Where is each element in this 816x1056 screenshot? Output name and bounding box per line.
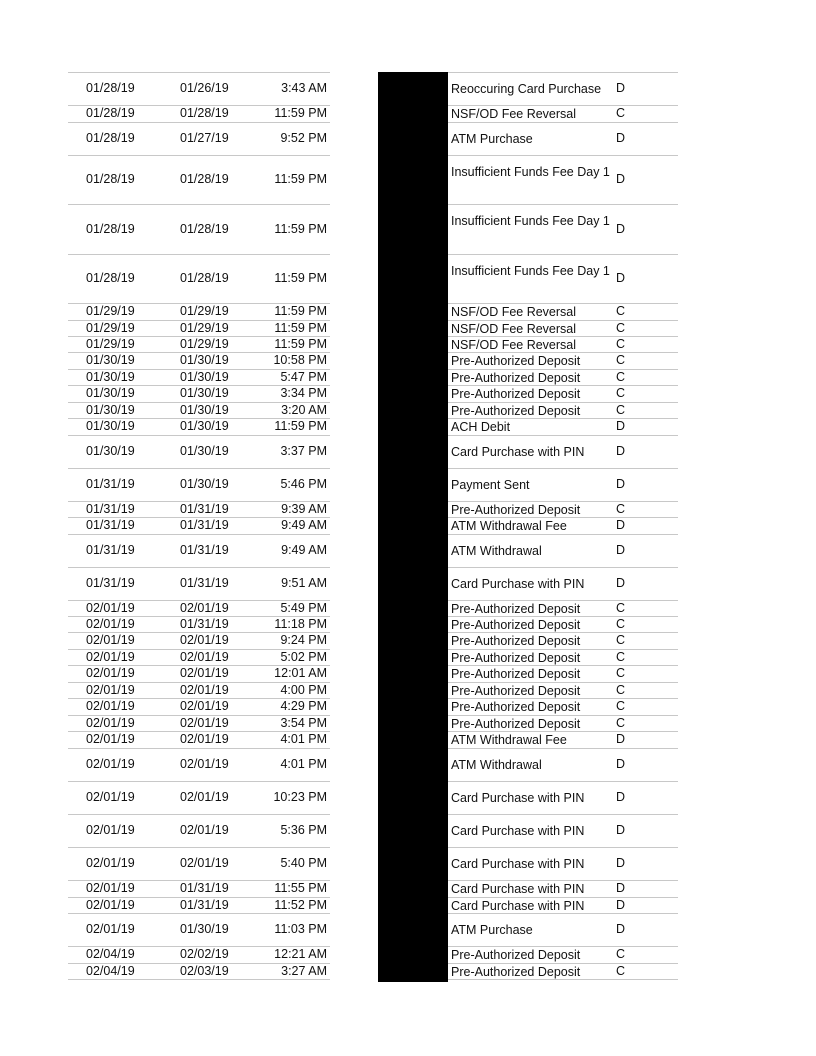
post-date-cell: 01/30/19 — [86, 419, 135, 433]
description-cell: NSF/OD Fee Reversal — [451, 107, 577, 121]
transaction-date-cell: 02/01/19 — [180, 716, 229, 730]
transaction-date-cell: 02/02/19 — [180, 947, 229, 961]
debit-credit-cell: D — [616, 898, 626, 912]
description-cell: ACH Debit — [451, 420, 511, 434]
debit-credit-cell: D — [616, 543, 626, 557]
debit-credit-cell: D — [616, 518, 626, 532]
transaction-time-cell: 4:01 PM — [280, 757, 327, 771]
debit-credit-cell: D — [616, 477, 626, 491]
post-date-cell: 01/30/19 — [86, 403, 135, 417]
transaction-time-cell: 3:37 PM — [280, 444, 327, 458]
debit-credit-cell: D — [616, 856, 626, 870]
debit-credit-cell: D — [616, 823, 626, 837]
description-cell: Pre-Authorized Deposit — [451, 618, 581, 632]
debit-credit-cell: C — [616, 403, 626, 417]
transaction-date-cell: 01/27/19 — [180, 131, 229, 145]
transaction-date-cell: 01/30/19 — [180, 386, 229, 400]
post-date-cell: 01/30/19 — [86, 386, 135, 400]
transaction-date-cell: 01/31/19 — [180, 881, 229, 895]
transaction-date-cell: 01/30/19 — [180, 419, 229, 433]
transaction-date-cell: 01/31/19 — [180, 576, 229, 590]
description-cell: Pre-Authorized Deposit — [451, 684, 581, 698]
transaction-date-cell: 01/28/19 — [180, 222, 229, 236]
post-date-cell: 02/01/19 — [86, 650, 135, 664]
transaction-time-cell: 5:02 PM — [280, 650, 327, 664]
post-date-cell: 01/31/19 — [86, 477, 135, 491]
debit-credit-cell: C — [616, 683, 626, 697]
debit-credit-cell: D — [616, 881, 626, 895]
transaction-time-cell: 3:54 PM — [280, 716, 327, 730]
transaction-date-cell: 01/28/19 — [180, 172, 229, 186]
transaction-time-cell: 11:59 PM — [274, 222, 327, 236]
post-date-cell: 02/01/19 — [86, 757, 135, 771]
transaction-date-cell: 01/30/19 — [180, 444, 229, 458]
description-cell: Pre-Authorized Deposit — [451, 651, 581, 665]
debit-credit-cell: D — [616, 757, 626, 771]
post-date-cell: 02/04/19 — [86, 947, 135, 961]
post-date-cell: 02/01/19 — [86, 922, 135, 936]
debit-credit-cell: D — [616, 271, 626, 285]
transaction-date-cell: 02/01/19 — [180, 732, 229, 746]
description-cell: Pre-Authorized Deposit — [451, 717, 581, 731]
debit-credit-cell: C — [616, 617, 626, 631]
debit-credit-cell: D — [616, 732, 626, 746]
transaction-date-cell: 01/30/19 — [180, 353, 229, 367]
transaction-time-cell: 9:49 AM — [281, 518, 327, 532]
description-cell: Card Purchase with PIN — [451, 445, 585, 459]
post-date-cell: 02/01/19 — [86, 699, 135, 713]
transaction-date-cell: 02/01/19 — [180, 856, 229, 870]
transaction-date-cell: 02/01/19 — [180, 790, 229, 804]
transaction-date-cell: 02/01/19 — [180, 650, 229, 664]
debit-credit-cell: C — [616, 666, 626, 680]
transaction-time-cell: 11:59 PM — [274, 321, 327, 335]
transaction-time-cell: 11:52 PM — [274, 898, 327, 912]
post-date-cell: 02/01/19 — [86, 856, 135, 870]
transaction-time-cell: 11:59 PM — [274, 172, 327, 186]
transaction-date-cell: 02/01/19 — [180, 633, 229, 647]
description-cell: Card Purchase with PIN — [451, 882, 585, 896]
description-cell: ATM Withdrawal Fee — [451, 733, 567, 747]
debit-credit-cell: D — [616, 444, 626, 458]
post-date-cell: 01/28/19 — [86, 106, 135, 120]
description-cell: Payment Sent — [451, 478, 530, 492]
transaction-date-cell: 01/26/19 — [180, 81, 229, 95]
debit-credit-cell: C — [616, 502, 626, 516]
debit-credit-cell: C — [616, 304, 626, 318]
description-cell: Pre-Authorized Deposit — [451, 700, 581, 714]
transaction-time-cell: 11:59 PM — [274, 304, 327, 318]
debit-credit-cell: C — [616, 964, 626, 978]
transaction-time-cell: 11:59 PM — [274, 419, 327, 433]
transaction-time-cell: 3:34 PM — [280, 386, 327, 400]
description-cell: Pre-Authorized Deposit — [451, 404, 581, 418]
post-date-cell: 01/28/19 — [86, 131, 135, 145]
debit-credit-cell: C — [616, 947, 626, 961]
debit-credit-cell: D — [616, 419, 626, 433]
description-cell: Insufficient Funds Fee Day 1 — [451, 264, 610, 278]
redaction-bar — [378, 72, 448, 982]
post-date-cell: 02/01/19 — [86, 898, 135, 912]
description-cell: Card Purchase with PIN — [451, 899, 585, 913]
post-date-cell: 02/01/19 — [86, 617, 135, 631]
transaction-time-cell: 10:58 PM — [273, 353, 327, 367]
transaction-time-cell: 5:46 PM — [280, 477, 327, 491]
debit-credit-cell: C — [616, 601, 626, 615]
post-date-cell: 02/01/19 — [86, 683, 135, 697]
transaction-time-cell: 3:20 AM — [281, 403, 327, 417]
transaction-time-cell: 5:47 PM — [280, 370, 327, 384]
description-cell: Pre-Authorized Deposit — [451, 354, 581, 368]
post-date-cell: 02/01/19 — [86, 790, 135, 804]
transaction-time-cell: 11:55 PM — [274, 881, 327, 895]
post-date-cell: 01/28/19 — [86, 271, 135, 285]
transaction-time-cell: 9:24 PM — [280, 633, 327, 647]
post-date-cell: 02/04/19 — [86, 964, 135, 978]
description-cell: Card Purchase with PIN — [451, 824, 585, 838]
post-date-cell: 01/31/19 — [86, 543, 135, 557]
post-date-cell: 02/01/19 — [86, 732, 135, 746]
transaction-time-cell: 12:01 AM — [274, 666, 327, 680]
transaction-date-cell: 01/29/19 — [180, 321, 229, 335]
row-divider — [448, 979, 678, 980]
post-date-cell: 01/29/19 — [86, 337, 135, 351]
description-cell: Insufficient Funds Fee Day 1 — [451, 214, 610, 228]
description-cell: Card Purchase with PIN — [451, 577, 585, 591]
post-date-cell: 01/28/19 — [86, 172, 135, 186]
transaction-date-cell: 01/31/19 — [180, 518, 229, 532]
transaction-date-cell: 02/01/19 — [180, 757, 229, 771]
post-date-cell: 01/29/19 — [86, 304, 135, 318]
description-cell: ATM Purchase — [451, 132, 533, 146]
post-date-cell: 02/01/19 — [86, 716, 135, 730]
description-cell: Pre-Authorized Deposit — [451, 667, 581, 681]
transaction-time-cell: 5:40 PM — [280, 856, 327, 870]
debit-credit-cell: C — [616, 633, 626, 647]
debit-credit-cell: C — [616, 699, 626, 713]
transaction-date-cell: 02/01/19 — [180, 666, 229, 680]
description-cell: Pre-Authorized Deposit — [451, 503, 581, 517]
transaction-date-cell: 01/29/19 — [180, 304, 229, 318]
transaction-date-cell: 01/30/19 — [180, 370, 229, 384]
post-date-cell: 01/31/19 — [86, 518, 135, 532]
post-date-cell: 01/28/19 — [86, 81, 135, 95]
description-cell: NSF/OD Fee Reversal — [451, 305, 577, 319]
debit-credit-cell: D — [616, 172, 626, 186]
transaction-date-cell: 01/31/19 — [180, 502, 229, 516]
description-cell: ATM Purchase — [451, 923, 533, 937]
transaction-date-cell: 01/31/19 — [180, 617, 229, 631]
transaction-time-cell: 4:29 PM — [280, 699, 327, 713]
post-date-cell: 01/31/19 — [86, 502, 135, 516]
post-date-cell: 02/01/19 — [86, 633, 135, 647]
transaction-time-cell: 9:39 AM — [281, 502, 327, 516]
description-cell: Card Purchase with PIN — [451, 857, 585, 871]
transaction-date-cell: 01/28/19 — [180, 271, 229, 285]
post-date-cell: 01/28/19 — [86, 222, 135, 236]
transaction-date-cell: 02/03/19 — [180, 964, 229, 978]
post-date-cell: 01/31/19 — [86, 576, 135, 590]
transaction-date-cell: 01/31/19 — [180, 543, 229, 557]
transaction-date-cell: 01/28/19 — [180, 106, 229, 120]
post-date-cell: 02/01/19 — [86, 823, 135, 837]
transaction-date-cell: 01/30/19 — [180, 403, 229, 417]
transaction-date-cell: 01/30/19 — [180, 922, 229, 936]
debit-credit-cell: C — [616, 650, 626, 664]
post-date-cell: 02/01/19 — [86, 666, 135, 680]
description-cell: ATM Withdrawal — [451, 758, 542, 772]
post-date-cell: 01/29/19 — [86, 321, 135, 335]
debit-credit-cell: C — [616, 716, 626, 730]
transaction-time-cell: 9:49 AM — [281, 543, 327, 557]
debit-credit-cell: D — [616, 790, 626, 804]
transaction-date-cell: 01/31/19 — [180, 898, 229, 912]
post-date-cell: 02/01/19 — [86, 881, 135, 895]
transaction-time-cell: 3:27 AM — [281, 964, 327, 978]
description-cell: Pre-Authorized Deposit — [451, 634, 581, 648]
debit-credit-cell: C — [616, 370, 626, 384]
description-cell: Insufficient Funds Fee Day 1 — [451, 165, 610, 179]
transaction-time-cell: 11:03 PM — [274, 922, 327, 936]
transaction-time-cell: 11:59 PM — [274, 337, 327, 351]
transaction-date-cell: 02/01/19 — [180, 823, 229, 837]
transaction-date-cell: 01/29/19 — [180, 337, 229, 351]
transaction-time-cell: 10:23 PM — [273, 790, 327, 804]
description-cell: Reoccuring Card Purchase — [451, 82, 602, 96]
description-cell: NSF/OD Fee Reversal — [451, 322, 577, 336]
description-cell: Card Purchase with PIN — [451, 791, 585, 805]
post-date-cell: 02/01/19 — [86, 601, 135, 615]
post-date-cell: 01/30/19 — [86, 444, 135, 458]
transaction-date-cell: 02/01/19 — [180, 683, 229, 697]
transaction-time-cell: 11:59 PM — [274, 106, 327, 120]
debit-credit-cell: C — [616, 106, 626, 120]
post-date-cell: 01/30/19 — [86, 370, 135, 384]
debit-credit-cell: C — [616, 386, 626, 400]
debit-credit-cell: D — [616, 81, 626, 95]
transaction-time-cell: 4:01 PM — [280, 732, 327, 746]
debit-credit-cell: C — [616, 337, 626, 351]
transaction-time-cell: 11:59 PM — [274, 271, 327, 285]
transaction-time-cell: 9:51 AM — [281, 576, 327, 590]
post-date-cell: 01/30/19 — [86, 353, 135, 367]
transaction-time-cell: 11:18 PM — [274, 617, 327, 631]
debit-credit-cell: D — [616, 222, 626, 236]
transaction-time-cell: 9:52 PM — [280, 131, 327, 145]
transaction-time-cell: 5:36 PM — [280, 823, 327, 837]
transaction-time-cell: 5:49 PM — [280, 601, 327, 615]
description-cell: Pre-Authorized Deposit — [451, 602, 581, 616]
description-cell: NSF/OD Fee Reversal — [451, 338, 577, 352]
transaction-date-cell: 01/30/19 — [180, 477, 229, 491]
transaction-time-cell: 12:21 AM — [274, 947, 327, 961]
transaction-date-cell: 02/01/19 — [180, 601, 229, 615]
debit-credit-cell: C — [616, 353, 626, 367]
description-cell: Pre-Authorized Deposit — [451, 965, 581, 979]
description-cell: Pre-Authorized Deposit — [451, 387, 581, 401]
debit-credit-cell: C — [616, 321, 626, 335]
transaction-time-cell: 4:00 PM — [280, 683, 327, 697]
description-cell: ATM Withdrawal — [451, 544, 542, 558]
transaction-time-cell: 3:43 AM — [281, 81, 327, 95]
debit-credit-cell: D — [616, 576, 626, 590]
row-divider — [68, 979, 330, 980]
debit-credit-cell: D — [616, 131, 626, 145]
description-cell: Pre-Authorized Deposit — [451, 371, 581, 385]
transaction-date-cell: 02/01/19 — [180, 699, 229, 713]
description-cell: ATM Withdrawal Fee — [451, 519, 567, 533]
description-cell: Pre-Authorized Deposit — [451, 948, 581, 962]
debit-credit-cell: D — [616, 922, 626, 936]
